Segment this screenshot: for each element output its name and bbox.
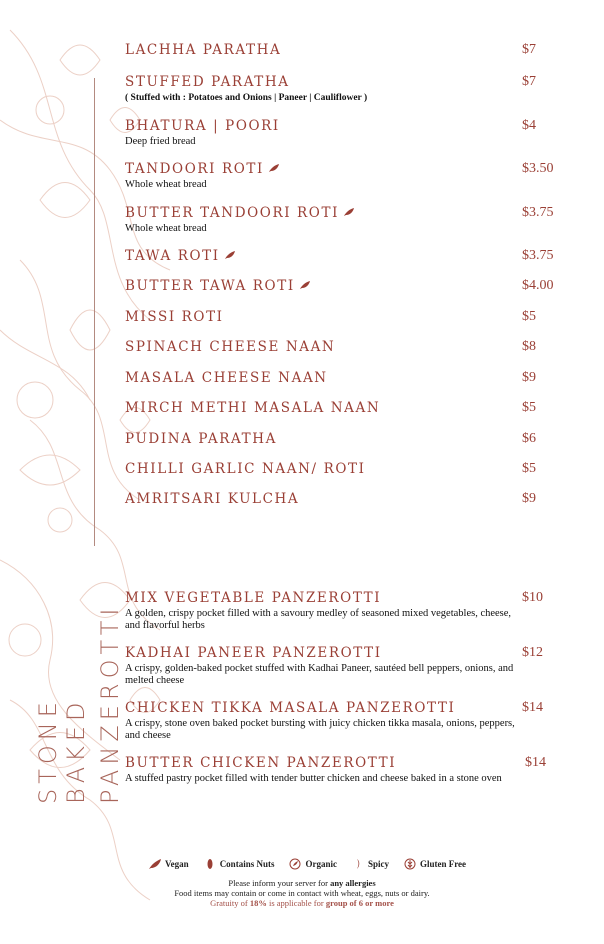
menu-item xyxy=(125,339,565,355)
menu-item-name: BUTTER TANDOORI ROTI xyxy=(125,205,565,221)
menu-item-name: KADHAI PANEER PANZEROTTI xyxy=(125,645,382,661)
menu-item xyxy=(125,461,565,477)
menu-item xyxy=(125,118,565,148)
vegan-leaf-icon xyxy=(268,163,280,173)
vegan-leaf-icon xyxy=(343,207,355,217)
vertical-divider xyxy=(94,78,95,546)
dietary-legend xyxy=(148,858,508,870)
menu-item-price: $14 xyxy=(525,755,546,770)
leaf-icon xyxy=(148,858,162,870)
legend-organic: Organic xyxy=(288,858,337,870)
menu-item xyxy=(125,205,565,235)
menu-item xyxy=(125,161,565,191)
menu-item-price: $8 xyxy=(522,339,536,354)
menu-item-name: MIRCH METHI MASALA NAAN xyxy=(125,400,381,416)
menu-item xyxy=(125,248,565,264)
menu-item-description: A stuffed pastry pocket filled with tender butter chicken and cheese baked in a stone oven xyxy=(125,773,502,784)
menu-item-price: $5 xyxy=(522,309,536,324)
menu-item-description: ( Stuffed with : Potatoes and Onions | Paneer | Cauliflower ) xyxy=(125,93,368,103)
menu-item-price: $3.75 xyxy=(522,205,554,220)
vegan-leaf-icon xyxy=(224,250,236,260)
menu-item-name: CHILLI GARLIC NAAN/ ROTI xyxy=(125,461,366,477)
allergy-note: Please inform your server for any allergies xyxy=(228,878,376,888)
menu-item-name: PUDINA PARATHA xyxy=(125,431,277,447)
menu-item-name: STUFFED PARATHA xyxy=(125,74,290,90)
menu-item-name: AMRITSARI KULCHA xyxy=(125,491,300,507)
menu-item-name: TANDOORI ROTI xyxy=(125,161,565,177)
menu-item-name: BUTTER TAWA ROTI xyxy=(125,278,565,294)
menu-item-description: A crispy, stone oven baked pocket bursting with juicy chicken tikka masala, onions, peppers, and cheese xyxy=(125,718,515,741)
menu-item-price: $7 xyxy=(522,74,536,89)
menu-item-name: BHATURA | POORI xyxy=(125,118,280,134)
vegan-leaf-icon xyxy=(299,280,311,290)
menu-item-price: $12 xyxy=(522,645,543,660)
legend-gluten-free: Gluten Free xyxy=(403,858,466,870)
allergen-warning: Food items may contain or come in contact with wheat, eggs, nuts or dairy. xyxy=(174,888,430,898)
menu-item-name: SPINACH CHEESE NAAN xyxy=(125,339,336,355)
menu-item-price: $4 xyxy=(522,118,536,133)
menu-item-name: MISSI ROTI xyxy=(125,309,224,325)
menu-item-price: $3.50 xyxy=(522,161,554,176)
section-title-panzerotti xyxy=(34,584,124,804)
panzerotti-item xyxy=(125,645,517,687)
menu-item-name: MIX VEGETABLE PANZEROTTI xyxy=(125,590,382,606)
menu-item-name: TAWA ROTI xyxy=(125,248,565,264)
menu-item-price: $10 xyxy=(522,590,543,605)
legend-spicy: Spicy xyxy=(351,858,389,870)
menu-item-price: $3.75 xyxy=(522,248,554,263)
menu-item-description: A golden, crispy pocket filled with a savoury medley of seasoned mixed vegetables, cheese, and flavorful herbs xyxy=(125,608,512,631)
legend-vegan: Vegan xyxy=(148,858,189,870)
menu-item-price: $9 xyxy=(522,370,536,385)
menu-item xyxy=(125,42,565,58)
gratuity-note: Gratuity of 18% is applicable for group of 6 or more xyxy=(210,898,394,908)
menu-item-name: CHICKEN TIKKA MASALA PANZEROTTI xyxy=(125,700,456,716)
menu-item-price: $14 xyxy=(522,700,543,715)
menu-item-price: $5 xyxy=(522,400,536,415)
menu-item-description: Deep fried bread xyxy=(125,136,196,147)
panzerotti-item xyxy=(125,755,517,785)
menu-item-price: $5 xyxy=(522,461,536,476)
organic-icon xyxy=(288,858,302,870)
gluten-free-icon xyxy=(403,858,417,870)
menu-item xyxy=(125,309,565,325)
nut-icon xyxy=(203,858,217,870)
menu-item-name: LACHHA PARATHA xyxy=(125,42,282,58)
menu-item-price: $6 xyxy=(522,431,536,446)
menu-item-price: $4.00 xyxy=(522,278,554,293)
menu-item xyxy=(125,74,565,104)
menu-item-name: MASALA CHEESE NAAN xyxy=(125,370,328,386)
menu-item xyxy=(125,400,565,416)
section-title-line-1: STONE BAKED xyxy=(34,697,90,804)
panzerotti-item xyxy=(125,590,517,632)
menu-item-name: BUTTER CHICKEN PANZEROTTI xyxy=(125,755,397,771)
section-title-line-2: PANZEROTTI xyxy=(96,603,124,804)
menu-item-price: $7 xyxy=(522,42,536,57)
menu-item-price: $9 xyxy=(522,491,536,506)
menu-item-description: Whole wheat bread xyxy=(125,223,207,234)
menu-item xyxy=(125,278,565,294)
chili-icon xyxy=(351,858,365,870)
panzerotti-item xyxy=(125,700,517,742)
menu-item xyxy=(125,491,565,507)
menu-item-description: A crispy, golden-baked pocket stuffed with Kadhai Paneer, sautéed bell peppers, onions, and melted cheese xyxy=(125,663,514,686)
legend-nuts: Contains Nuts xyxy=(203,858,275,870)
menu-item xyxy=(125,370,565,386)
menu-item xyxy=(125,431,565,447)
menu-item-description: Whole wheat bread xyxy=(125,179,207,190)
